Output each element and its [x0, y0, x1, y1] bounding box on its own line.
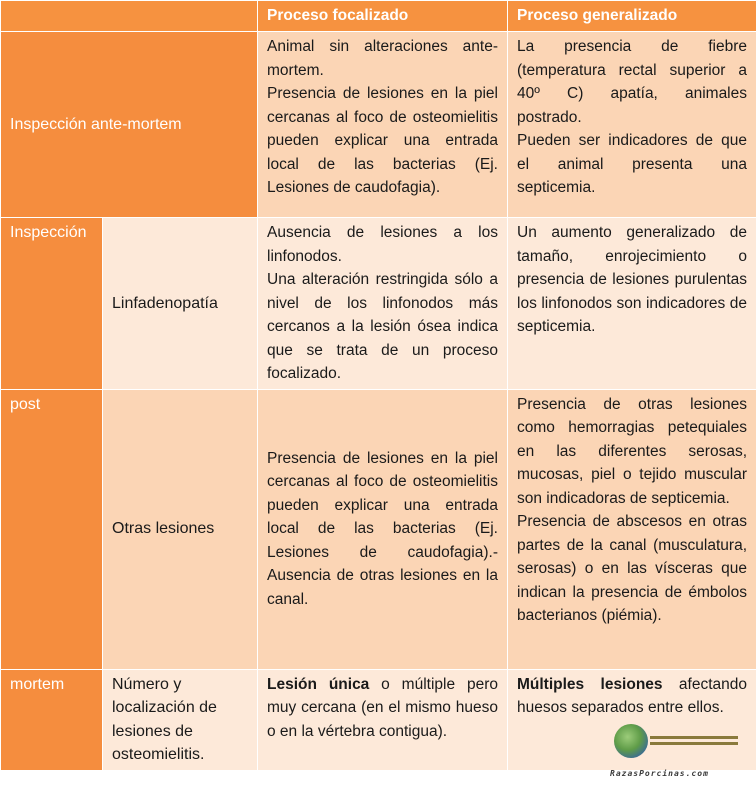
group-label-mortem: mortem	[1, 669, 103, 770]
globe-icon	[614, 724, 648, 758]
row-linfadenopatia	[1, 218, 756, 390]
numero-focal-rest: o múltiple pero muy cercana (en el mismo hueso o en la vértebra contigua).	[267, 676, 498, 740]
antemortem-focal-p1: Animal sin alteraciones ante-mortem.	[267, 35, 498, 82]
otras-general-p2: Presencia de abscesos en otras partes de la canal (musculatura, serosas) o en las vísceras que indican la presencia de émbolos bacterianos (piémia).	[517, 510, 747, 628]
linfadenopatia-general-p1: Un aumento generalizado de tamaño, enrojecimiento o presencia de lesiones purulentas los linfonodos son indicadores de septicemia.	[517, 221, 747, 339]
logo-text: RazasPorcinas.com	[610, 762, 709, 785]
otras-general-p1: Presencia de otras lesiones como hemorragias petequiales en las diferentes serosas, mucosas, piel o tejido muscular son indicadoras de septicemia.	[517, 393, 747, 511]
antemortem-focal-cell	[258, 32, 508, 218]
numero-general-bold: Múltiples lesiones	[517, 676, 663, 693]
otras-label: Otras lesiones	[103, 389, 258, 669]
otras-focal-cell	[258, 389, 508, 669]
logo-bars	[650, 736, 738, 746]
numero-general-rest: afectando huesos separados entre ellos.	[517, 676, 747, 717]
header-general: Proceso generalizado	[508, 1, 756, 32]
razasporcinas-logo	[610, 724, 740, 782]
row-numero	[1, 669, 756, 770]
antemortem-general-p2: Pueden ser indicadores de que el animal presenta una septicemia.	[517, 129, 747, 200]
group-label-inspeccion: Inspección	[1, 218, 103, 390]
numero-focal-bold: Lesión única	[267, 676, 369, 693]
antemortem-label: Inspección ante-mortem	[1, 32, 258, 218]
header-focal: Proceso focalizado	[258, 1, 508, 32]
antemortem-focal-p2: Presencia de lesiones en la piel cercanas al foco de osteomielitis pueden explicar una entrada local de las bacterias (Ej. Lesiones de caudofagia).	[267, 82, 498, 200]
otras-general-cell	[508, 389, 756, 669]
group-label-post: post	[1, 389, 103, 669]
header-row	[1, 1, 756, 32]
linfadenopatia-focal-p1: Ausencia de lesiones a los linfonodos.	[267, 221, 498, 268]
row-otras-lesiones	[1, 389, 756, 669]
numero-label: Número y localización de lesiones de osteomielitis.	[103, 669, 258, 770]
otras-focal-p1: Presencia de lesiones en la piel cercanas al foco de osteomielitis pueden explicar una entrada local de las bacterias (Ej. Lesiones de caudofagia).- Ausencia de otras lesiones en la canal.	[267, 447, 498, 612]
numero-focal-cell	[258, 669, 508, 770]
linfadenopatia-focal-p2: Una alteración restringida sólo a nivel de los linfonodos más cercanos a la lesión ósea indica que se trata de un proceso focalizado.	[267, 268, 498, 386]
antemortem-general-cell	[508, 32, 756, 218]
header-empty-cell	[1, 1, 258, 32]
antemortem-general-p1: La presencia de fiebre (temperatura rectal superior a 40º C) apatía, animales postrado.	[517, 35, 747, 129]
numero-general-cell	[508, 669, 756, 770]
linfadenopatia-general-cell	[508, 218, 756, 390]
linfadenopatia-label: Linfadenopatía	[103, 218, 258, 390]
row-antemortem	[1, 32, 756, 218]
linfadenopatia-focal-cell	[258, 218, 508, 390]
